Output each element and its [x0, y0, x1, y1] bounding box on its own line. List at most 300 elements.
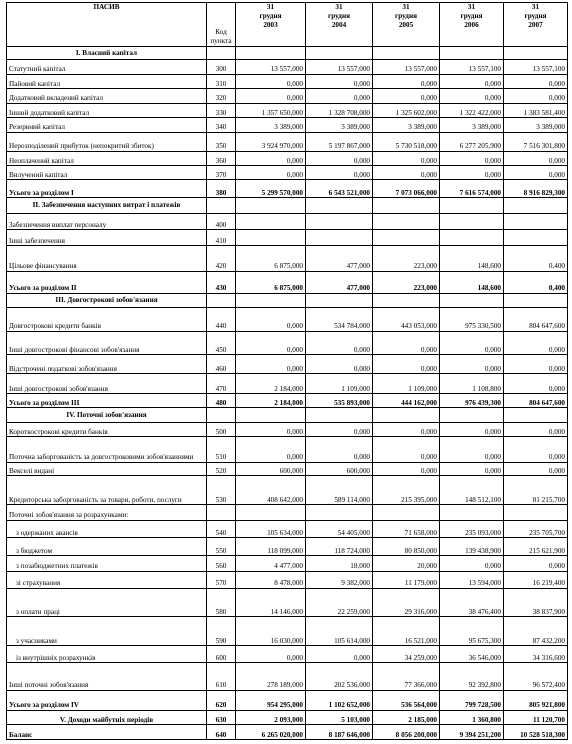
value-cell: 0,000 [440, 462, 504, 475]
value-cell: 0,000 [373, 89, 440, 103]
table-row [7, 331, 568, 354]
value-cell: 0,000 [306, 74, 373, 88]
value-cell: 0,000 [306, 151, 373, 165]
row-code: 560 [207, 556, 236, 572]
empty-cell [236, 505, 306, 521]
value-cell: 1 109,000 [306, 373, 373, 393]
value-cell: 0,000 [236, 89, 306, 103]
value-cell [236, 213, 306, 230]
value-cell: 1 322 422,000 [440, 103, 504, 117]
header-code-column: Код пункта [207, 3, 236, 47]
value-cell [504, 230, 568, 246]
empty-cell [504, 293, 568, 307]
value-cell: 408 642,000 [236, 476, 306, 505]
table-row [7, 246, 568, 272]
value-cell: 5 103,000 [306, 710, 373, 724]
value-cell: 13 557,000 [306, 60, 373, 74]
row-code: 590 [207, 617, 236, 646]
row-code: 310 [207, 74, 236, 88]
empty-cell [207, 198, 236, 214]
empty-cell [236, 198, 306, 214]
value-cell: 13 557,000 [236, 60, 306, 74]
row-label: Статутний капітал [7, 60, 207, 74]
empty-cell [207, 408, 236, 422]
value-cell: 3 389,000 [236, 118, 306, 132]
value-cell: 5 730 518,000 [373, 132, 440, 151]
value-cell: 38 837,900 [504, 588, 568, 617]
value-cell: 2 184,000 [236, 373, 306, 393]
value-cell: 0,000 [373, 331, 440, 354]
table-row [7, 230, 568, 246]
value-cell: 8 187 646,000 [306, 725, 373, 740]
value-cell: 0,000 [373, 74, 440, 88]
value-cell: 34 259,000 [373, 646, 440, 663]
value-cell: 0,000 [306, 89, 373, 103]
section-header-row [7, 293, 568, 307]
row-code: 520 [207, 462, 236, 475]
value-cell: 29 316,000 [373, 588, 440, 617]
empty-cell [306, 47, 373, 60]
value-cell: 202 536,000 [306, 662, 373, 690]
empty-cell [207, 47, 236, 60]
table-row [7, 103, 568, 117]
value-cell: 2 184,000 [236, 393, 306, 407]
value-cell: 139 438,900 [440, 538, 504, 556]
value-cell: 589 114,000 [306, 476, 373, 505]
empty-cell [504, 47, 568, 60]
value-cell: 7 616 574,000 [440, 180, 504, 198]
value-cell: 16 521,000 [373, 617, 440, 646]
value-cell: 118 099,000 [236, 538, 306, 556]
value-cell: 235 705,700 [504, 520, 568, 538]
value-cell: 13 557,100 [440, 60, 504, 74]
table-row [7, 588, 568, 617]
row-label: Короткострокові кредити банків [7, 422, 207, 436]
value-cell: 6 875,000 [236, 271, 306, 293]
value-cell: 2 185,000 [373, 710, 440, 724]
value-cell: 71 658,000 [373, 520, 440, 538]
empty-cell [373, 505, 440, 521]
value-cell: 1 383 581,400 [504, 103, 568, 117]
value-cell: 0,000 [306, 646, 373, 663]
value-cell: 0,000 [440, 89, 504, 103]
value-cell: 1 325 602,000 [373, 103, 440, 117]
value-cell: 600,000 [306, 462, 373, 475]
table-row [7, 308, 568, 331]
value-cell: 0,000 [440, 437, 504, 463]
header-date-2006 [440, 3, 504, 47]
value-cell: 18,000 [306, 556, 373, 572]
value-cell: 105 614,000 [306, 617, 373, 646]
value-cell: 0,000 [306, 355, 373, 374]
value-cell: 2 093,000 [236, 710, 306, 724]
row-code: 580 [207, 588, 236, 617]
value-cell: 0,000 [236, 422, 306, 436]
row-label: з оплати праці [7, 588, 207, 617]
value-cell: 6 875,000 [236, 246, 306, 272]
value-cell: 8 478,000 [236, 571, 306, 588]
row-code: 370 [207, 165, 236, 179]
value-cell: 0,000 [440, 556, 504, 572]
value-cell: 535 893,000 [306, 393, 373, 407]
table-row [7, 132, 568, 151]
value-cell: 13 594,000 [440, 571, 504, 588]
value-cell: 0,000 [236, 331, 306, 354]
value-cell: 0,000 [236, 355, 306, 374]
table-row [7, 89, 568, 103]
value-cell: 0,000 [504, 373, 568, 393]
row-code: 330 [207, 103, 236, 117]
header-year: 2007 [528, 21, 543, 29]
value-cell: 16 030,000 [236, 617, 306, 646]
row-label: Інші довгострокові фінансові зобов'язання [7, 331, 207, 354]
header-month: грудня [328, 12, 350, 20]
table-row [7, 646, 568, 663]
value-cell: 3 389,000 [306, 118, 373, 132]
value-cell: 0,000 [236, 165, 306, 179]
section-title: I. Власний капітал [7, 47, 207, 60]
row-label: Інші поточні зобов'язання [7, 662, 207, 690]
value-cell: 6 543 521,000 [306, 180, 373, 198]
value-cell: 0,000 [504, 437, 568, 463]
header-day: 31 [266, 3, 275, 11]
value-cell [306, 213, 373, 230]
value-cell: 77 366,000 [373, 662, 440, 690]
empty-cell [373, 293, 440, 307]
value-cell: 0,000 [440, 74, 504, 88]
value-cell: 536 564,000 [373, 690, 440, 710]
value-cell: 0,000 [236, 308, 306, 331]
value-cell: 805 921,800 [504, 690, 568, 710]
table-row [7, 213, 568, 230]
value-cell: 1 360,800 [440, 710, 504, 724]
value-cell: 0,000 [373, 355, 440, 374]
value-cell: 477,000 [306, 271, 373, 293]
value-cell: 0,000 [306, 422, 373, 436]
value-cell: 534 784,000 [306, 308, 373, 331]
empty-cell [440, 408, 504, 422]
row-label: Забезпечення виплат персоналу [7, 213, 207, 230]
empty-cell [504, 198, 568, 214]
row-label: Резервний капітал [7, 118, 207, 132]
table-row [7, 151, 568, 165]
empty-cell [373, 408, 440, 422]
value-cell: 215 621,900 [504, 538, 568, 556]
value-cell: 1 102 652,000 [306, 690, 373, 710]
value-cell: 1 108,800 [440, 373, 504, 393]
value-cell: 0,000 [373, 437, 440, 463]
value-cell [236, 230, 306, 246]
section-header-row [7, 408, 568, 422]
value-cell: 223,000 [373, 246, 440, 272]
header-date-2007 [504, 3, 568, 47]
value-cell [373, 230, 440, 246]
value-cell: 3 389,000 [440, 118, 504, 132]
row-code: 570 [207, 571, 236, 588]
row-code: 430 [207, 271, 236, 293]
section-header-row [7, 47, 568, 60]
value-cell: 444 162,000 [373, 393, 440, 407]
row-code: 460 [207, 355, 236, 374]
row-label: Поточні зобов'язання за розрахунками: [7, 505, 207, 521]
value-cell: 1 109,000 [373, 373, 440, 393]
value-cell: 87 432,200 [504, 617, 568, 646]
row-label: Вилучений капітал [7, 165, 207, 179]
value-cell: 54 405,000 [306, 520, 373, 538]
table-row [7, 556, 568, 572]
row-label: Інші довгострокові зобов'язання [7, 373, 207, 393]
value-cell: 96 572,400 [504, 662, 568, 690]
value-cell: 0,000 [440, 422, 504, 436]
value-cell: 1 328 708,000 [306, 103, 373, 117]
row-label: Поточна заборгованість за довгостроковими зобов'язаннями [7, 437, 207, 463]
row-label: зі страхування [7, 571, 207, 588]
header-title: ПАСИВ [7, 3, 207, 47]
row-code: 420 [207, 246, 236, 272]
row-label: Усього за розділом III [7, 393, 207, 407]
empty-cell [207, 505, 236, 521]
empty-cell [373, 47, 440, 60]
value-cell: 8 056 200,000 [373, 725, 440, 740]
value-cell: 22 259,000 [306, 588, 373, 617]
value-cell: 0,400 [504, 271, 568, 293]
table-row [7, 617, 568, 646]
row-code: 360 [207, 151, 236, 165]
value-cell: 0,000 [236, 437, 306, 463]
row-code: 530 [207, 476, 236, 505]
empty-cell [236, 293, 306, 307]
row-label: Інші забезпечення [7, 230, 207, 246]
value-cell: 80 850,000 [373, 538, 440, 556]
value-cell [440, 213, 504, 230]
total-row [7, 690, 568, 710]
value-cell: 0,000 [373, 422, 440, 436]
value-cell: 0,000 [373, 462, 440, 475]
row-label: Кредиторська заборгованість за товари, роботи, послуги [7, 476, 207, 505]
value-cell: 804 647,600 [504, 308, 568, 331]
row-code: 350 [207, 132, 236, 151]
table-body [7, 47, 568, 740]
value-cell [440, 230, 504, 246]
value-cell [306, 230, 373, 246]
value-cell: 0,000 [504, 422, 568, 436]
value-cell: 0,000 [504, 165, 568, 179]
empty-cell [373, 198, 440, 214]
balance-sheet-liabilities-table [6, 2, 568, 740]
empty-cell [306, 198, 373, 214]
header-year: 2003 [263, 21, 278, 29]
value-cell: 13 557,100 [504, 60, 568, 74]
header-date-2004 [306, 3, 373, 47]
value-cell: 0,000 [504, 89, 568, 103]
empty-cell [440, 47, 504, 60]
value-cell: 9 382,000 [306, 571, 373, 588]
value-cell: 16 219,400 [504, 571, 568, 588]
value-cell: 0,000 [306, 437, 373, 463]
row-label: Усього за розділом I [7, 180, 207, 198]
header-date-2005 [373, 3, 440, 47]
row-label: Баланс [7, 725, 207, 740]
value-cell: 20,000 [373, 556, 440, 572]
row-code: 470 [207, 373, 236, 393]
value-cell: 0,000 [236, 646, 306, 663]
row-label: Усього за розділом IV [7, 690, 207, 710]
value-cell: 148 512,100 [440, 476, 504, 505]
row-label: Усього за розділом II [7, 271, 207, 293]
total-row [7, 710, 568, 724]
value-cell: 1 357 650,000 [236, 103, 306, 117]
value-cell: 34 316,600 [504, 646, 568, 663]
value-cell: 0,000 [504, 151, 568, 165]
row-code: 300 [207, 60, 236, 74]
row-label: з позабюджетних платежів [7, 556, 207, 572]
value-cell: 975 330,500 [440, 308, 504, 331]
table-row [7, 74, 568, 88]
value-cell: 215 395,000 [373, 476, 440, 505]
table-row [7, 662, 568, 690]
value-cell: 5 197 867,000 [306, 132, 373, 151]
empty-cell [306, 408, 373, 422]
header-day: 31 [531, 3, 540, 11]
subheading-row [7, 505, 568, 521]
value-cell: 95 675,300 [440, 617, 504, 646]
table-row [7, 476, 568, 505]
table-row [7, 60, 568, 74]
value-cell: 8 916 829,300 [504, 180, 568, 198]
value-cell: 3 924 970,000 [236, 132, 306, 151]
value-cell: 954 295,000 [236, 690, 306, 710]
row-code: 600 [207, 646, 236, 663]
value-cell: 81 215,700 [504, 476, 568, 505]
row-code: 380 [207, 180, 236, 198]
header-month: грудня [259, 12, 282, 20]
value-cell: 11 179,000 [373, 571, 440, 588]
header-month: грудня [460, 12, 483, 20]
value-cell: 5 299 570,000 [236, 180, 306, 198]
value-cell: 0,000 [236, 74, 306, 88]
table-row [7, 422, 568, 436]
header-year: 2005 [398, 21, 414, 29]
row-label: Інший додатковий капітал [7, 103, 207, 117]
header-month: грудня [524, 12, 547, 20]
row-code: 640 [207, 725, 236, 740]
table-row [7, 538, 568, 556]
value-cell: 0,000 [440, 355, 504, 374]
value-cell: 223,000 [373, 271, 440, 293]
value-cell: 0,000 [306, 165, 373, 179]
value-cell: 9 394 251,200 [440, 725, 504, 740]
empty-cell [306, 505, 373, 521]
total-row [7, 725, 568, 740]
row-label: Нерозподілений прибуток (непокритий збиток) [7, 132, 207, 151]
value-cell: 148,600 [440, 271, 504, 293]
empty-cell [504, 408, 568, 422]
value-cell: 0,000 [373, 151, 440, 165]
row-label: Відстрочені податкові зобов'язання [7, 355, 207, 374]
value-cell: 105 634,000 [236, 520, 306, 538]
value-cell: 477,000 [306, 246, 373, 272]
value-cell: 0,000 [504, 556, 568, 572]
total-row [7, 180, 568, 198]
header-day: 31 [467, 3, 476, 11]
row-code: 440 [207, 308, 236, 331]
row-code: 450 [207, 331, 236, 354]
empty-cell [440, 198, 504, 214]
total-row [7, 271, 568, 293]
value-cell: 0,000 [236, 151, 306, 165]
table-row [7, 355, 568, 374]
table-row [7, 571, 568, 588]
value-cell: 3 389,000 [504, 118, 568, 132]
value-cell: 278 189,000 [236, 662, 306, 690]
row-label: Векселі видані [7, 462, 207, 475]
table-row [7, 520, 568, 538]
header-date-2003 [236, 3, 306, 47]
empty-cell [440, 505, 504, 521]
table-row [7, 118, 568, 132]
header-year: 2004 [331, 21, 347, 29]
value-cell: 235 093,000 [440, 520, 504, 538]
value-cell: 976 439,300 [440, 393, 504, 407]
value-cell: 118 724,000 [306, 538, 373, 556]
value-cell: 6 277 205,900 [440, 132, 504, 151]
value-cell: 10 528 518,300 [504, 725, 568, 740]
row-code: 500 [207, 422, 236, 436]
row-code: 630 [207, 710, 236, 724]
empty-cell [306, 293, 373, 307]
header-day: 31 [335, 3, 343, 11]
section-title: IV. Поточні зобов'язання [7, 408, 207, 422]
row-label: із внутрішніх розрахунків [7, 646, 207, 663]
value-cell: 0,000 [504, 462, 568, 475]
value-cell: 0,000 [504, 355, 568, 374]
table-row [7, 437, 568, 463]
header-month: грудня [395, 12, 417, 20]
row-label: з бюджетом [7, 538, 207, 556]
table-row [7, 165, 568, 179]
empty-cell [236, 408, 306, 422]
row-label: Довгострокові кредити банків [7, 308, 207, 331]
value-cell: 4 477,000 [236, 556, 306, 572]
header-row [7, 3, 568, 47]
value-cell: 7 073 066,000 [373, 180, 440, 198]
row-code: 400 [207, 213, 236, 230]
value-cell: 3 389,000 [373, 118, 440, 132]
empty-cell [440, 293, 504, 307]
value-cell [373, 213, 440, 230]
value-cell [504, 213, 568, 230]
row-code: 410 [207, 230, 236, 246]
row-code: 340 [207, 118, 236, 132]
value-cell: 0,000 [373, 165, 440, 179]
row-code: 540 [207, 520, 236, 538]
value-cell: 14 146,000 [236, 588, 306, 617]
value-cell: 36 546,000 [440, 646, 504, 663]
row-label: Додатковий вкладений капітал [7, 89, 207, 103]
section-title: III. Довгострокові зобов'язання [7, 293, 207, 307]
value-cell: 11 120,700 [504, 710, 568, 724]
row-code: 320 [207, 89, 236, 103]
row-label: Пайовий капітал [7, 74, 207, 88]
table-row [7, 462, 568, 475]
value-cell: 443 053,000 [373, 308, 440, 331]
value-cell: 804 647,600 [504, 393, 568, 407]
table-row [7, 373, 568, 393]
value-cell: 0,000 [440, 165, 504, 179]
value-cell: 0,000 [440, 331, 504, 354]
row-label: V. Доходи майбутніх періодів [7, 710, 207, 724]
value-cell: 600,000 [236, 462, 306, 475]
